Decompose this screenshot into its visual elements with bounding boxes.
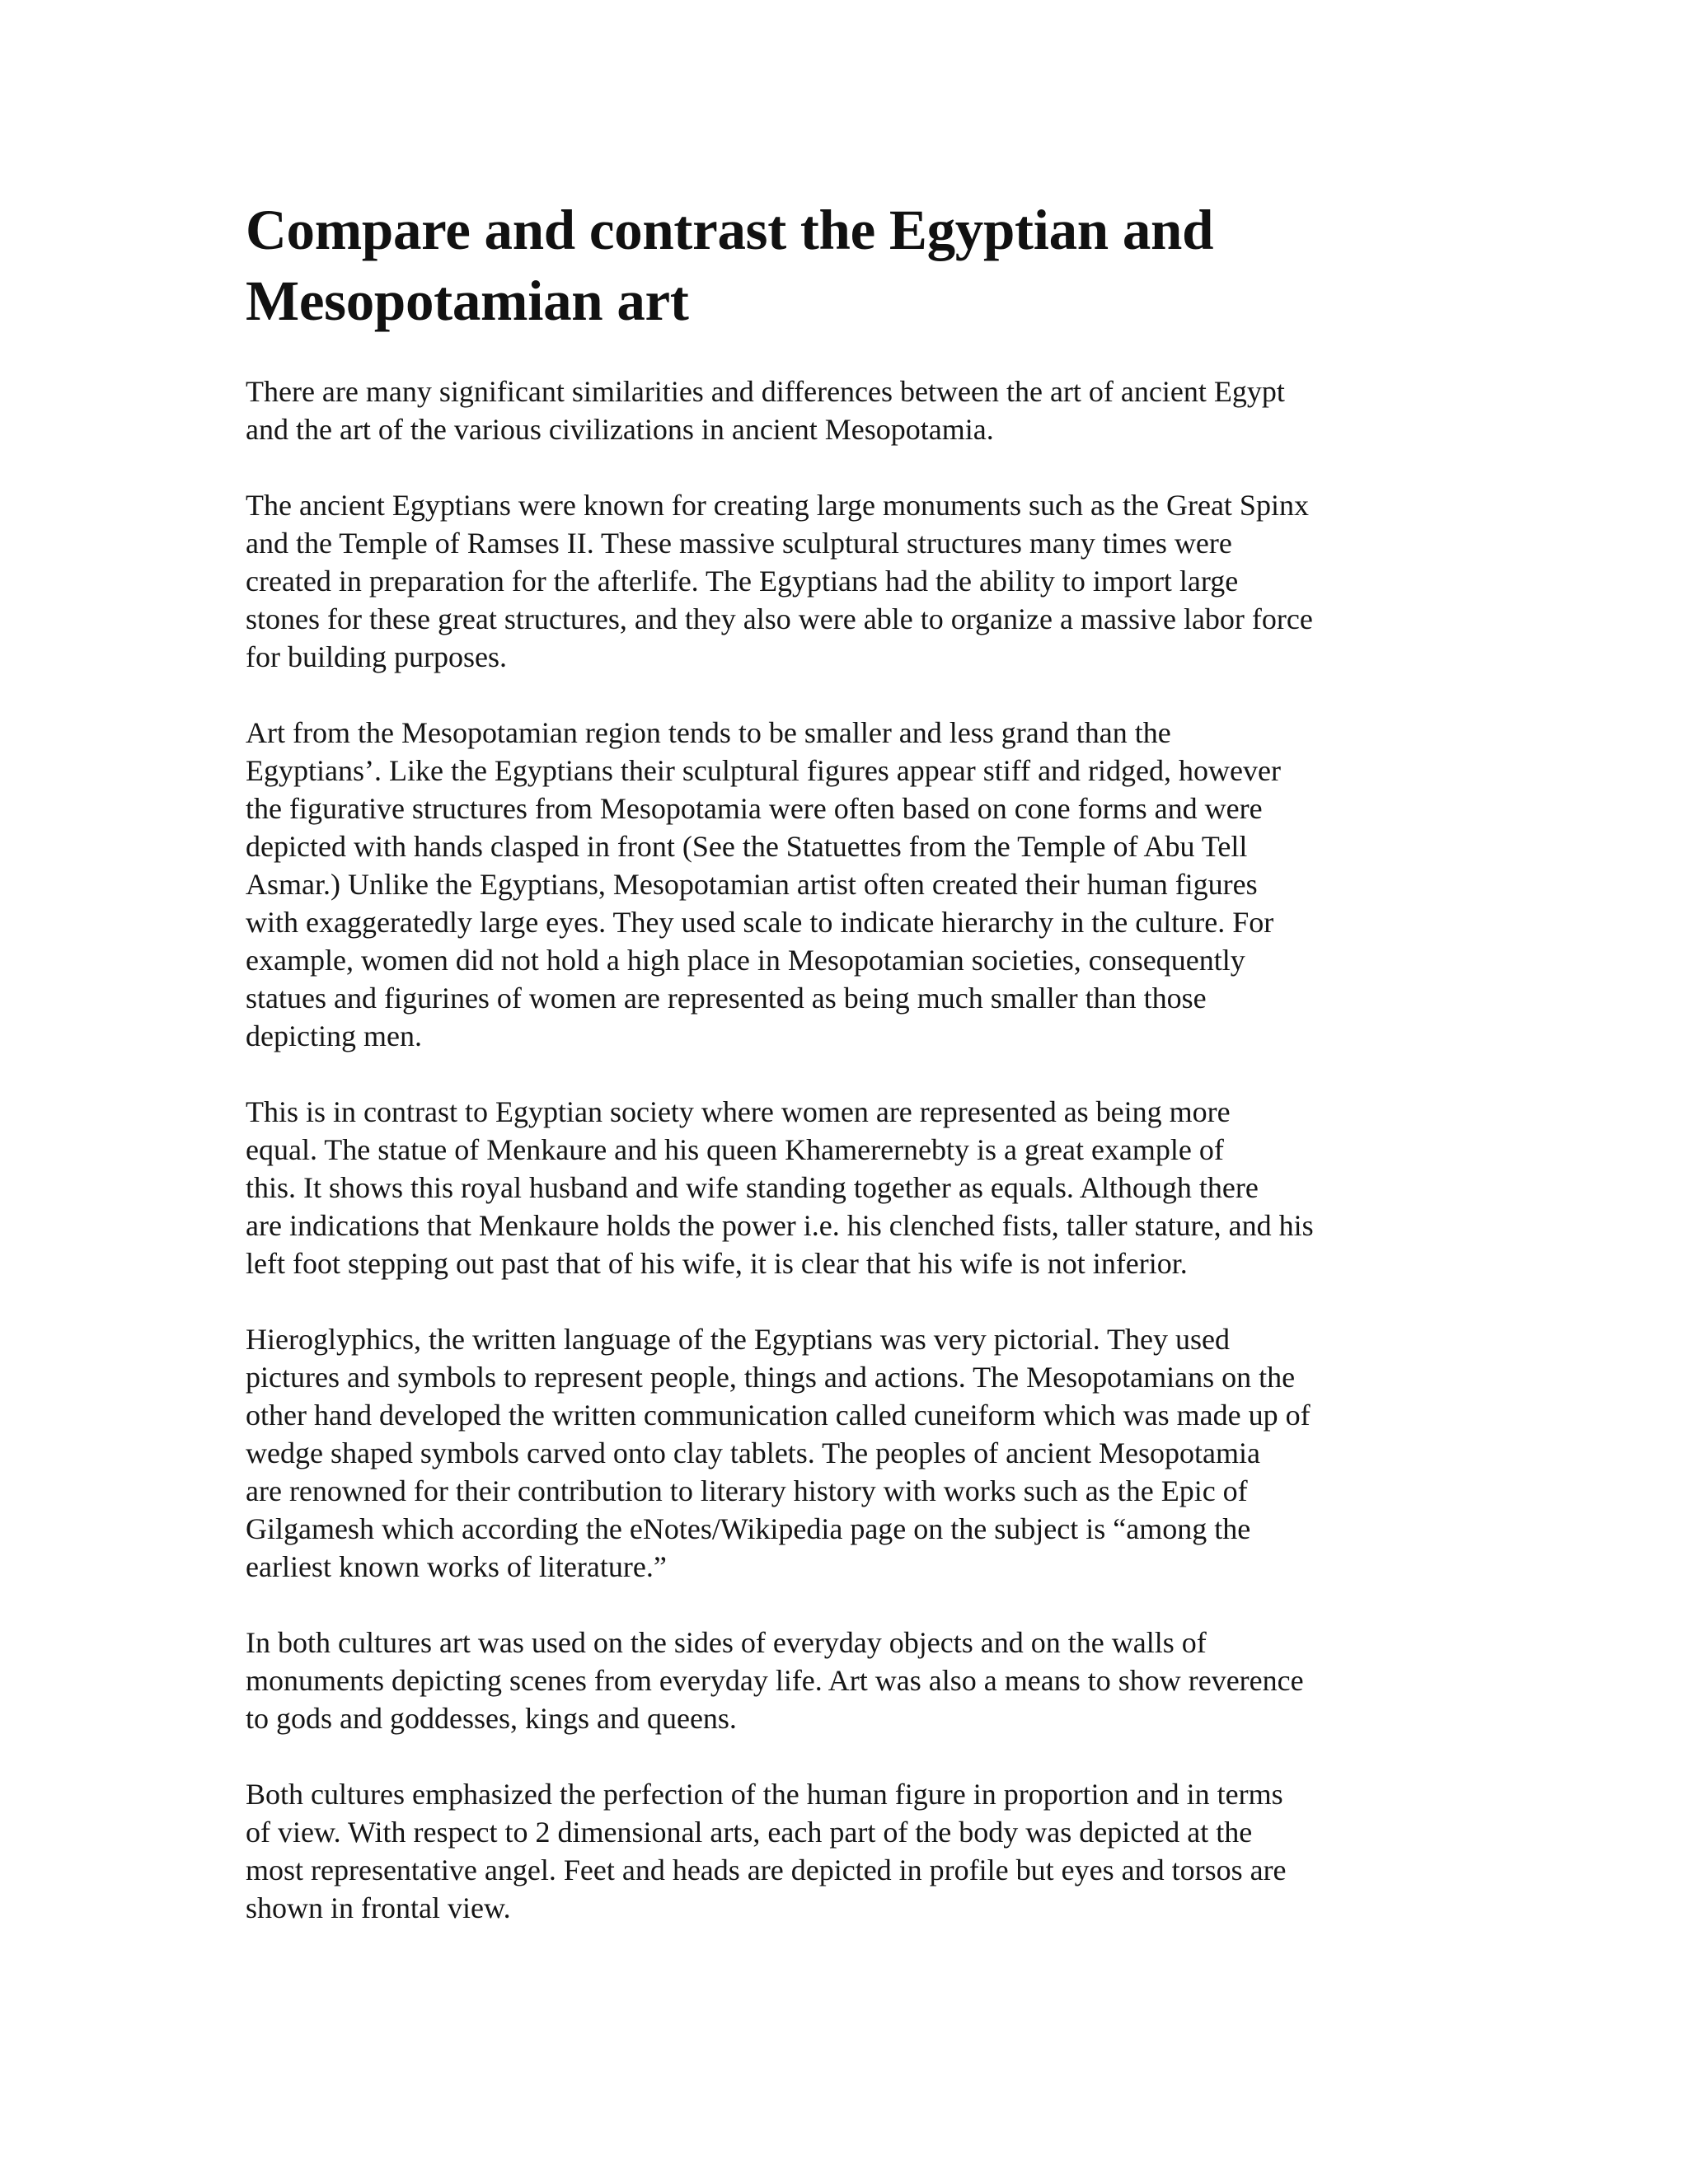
text-line: Egyptians’. Like the Egyptians their sculptural figures appear stiff and ridged, however: [246, 754, 1281, 787]
title-line: Mesopotamian art: [246, 269, 689, 332]
text-line: In both cultures art was used on the sides of everyday objects and on the walls of: [246, 1626, 1207, 1659]
text-line: depicting men.: [246, 1019, 422, 1052]
text-line: most representative angel. Feet and heads are depicted in profile but eyes and torsos are: [246, 1854, 1287, 1886]
title-line: Compare and contrast the Egyptian and: [246, 199, 1214, 261]
text-line: other hand developed the written communication called cuneiform which was made up of: [246, 1399, 1311, 1432]
paragraph-everyday-art: [246, 1624, 1432, 1737]
text-line: created in preparation for the afterlife. The Egyptians had the ability to import large: [246, 565, 1239, 598]
text-line: Art from the Mesopotamian region tends to be smaller and less grand than the: [246, 716, 1171, 749]
text-line: Asmar.) Unlike the Egyptians, Mesopotamian artist often created their human figures: [246, 868, 1258, 901]
text-line: this. It shows this royal husband and wife standing together as equals. Although there: [246, 1171, 1259, 1204]
text-line: Both cultures emphasized the perfection of the human figure in proportion and in terms: [246, 1778, 1283, 1811]
text-line: equal. The statue of Menkaure and his queen Khamerernebty is a great example of: [246, 1133, 1224, 1166]
text-line: are renowned for their contribution to literary history with works such as the Epic of: [246, 1474, 1248, 1507]
text-line: statues and figurines of women are represented as being much smaller than those: [246, 982, 1207, 1015]
text-line: and the Temple of Ramses II. These massive sculptural structures many times were: [246, 527, 1232, 560]
text-line: Gilgamesh which according the eNotes/Wikipedia page on the subject is “among the: [246, 1512, 1251, 1545]
text-line: monuments depicting scenes from everyday life. Art was also a means to show reverence: [246, 1664, 1304, 1697]
paragraph-mesopotamian-art: [246, 714, 1432, 1055]
paragraph-intro: [246, 373, 1432, 448]
text-line: of view. With respect to 2 dimensional arts, each part of the body was depicted at the: [246, 1816, 1253, 1849]
text-line: stones for these great structures, and they also were able to organize a massive labor force: [246, 602, 1313, 635]
text-line: the figurative structures from Mesopotamia were often based on cone forms and were: [246, 792, 1263, 825]
text-line: shown in frontal view.: [246, 1891, 511, 1924]
text-line: earliest known works of literature.”: [246, 1550, 667, 1583]
paragraph-egyptian-women: [246, 1093, 1432, 1282]
text-line: Hieroglyphics, the written language of the Egyptians was very pictorial. They used: [246, 1323, 1231, 1356]
paragraph-writing-systems: [246, 1320, 1432, 1586]
text-line: for building purposes.: [246, 640, 507, 673]
text-line: are indications that Menkaure holds the power i.e. his clenched fists, taller stature, and his: [246, 1209, 1314, 1242]
text-line: pictures and symbols to represent people, things and actions. The Mesopotamians on the: [246, 1361, 1296, 1394]
text-line: There are many significant similarities and differences between the art of ancient Egypt: [246, 375, 1285, 408]
text-line: The ancient Egyptians were known for creating large monuments such as the Great Spinx: [246, 489, 1309, 522]
text-line: with exaggeratedly large eyes. They used scale to indicate hierarchy in the culture. For: [246, 906, 1274, 939]
text-line: left foot stepping out past that of his wife, it is clear that his wife is not inferior.: [246, 1247, 1188, 1280]
paragraph-egyptian-monuments: [246, 486, 1432, 676]
text-line: and the art of the various civilizations in ancient Mesopotamia.: [246, 413, 994, 446]
paragraph-human-figure: [246, 1775, 1432, 1927]
text-line: wedge shaped symbols carved onto clay tablets. The peoples of ancient Mesopotamia: [246, 1436, 1260, 1469]
document-content: [246, 194, 1432, 1965]
document-title: [246, 194, 1432, 336]
text-line: example, women did not hold a high place in Mesopotamian societies, consequently: [246, 944, 1245, 977]
text-line: to gods and goddesses, kings and queens.: [246, 1702, 737, 1735]
text-line: This is in contrast to Egyptian society where women are represented as being more: [246, 1095, 1231, 1128]
text-line: depicted with hands clasped in front (See the Statuettes from the Temple of Abu Tell: [246, 830, 1248, 863]
